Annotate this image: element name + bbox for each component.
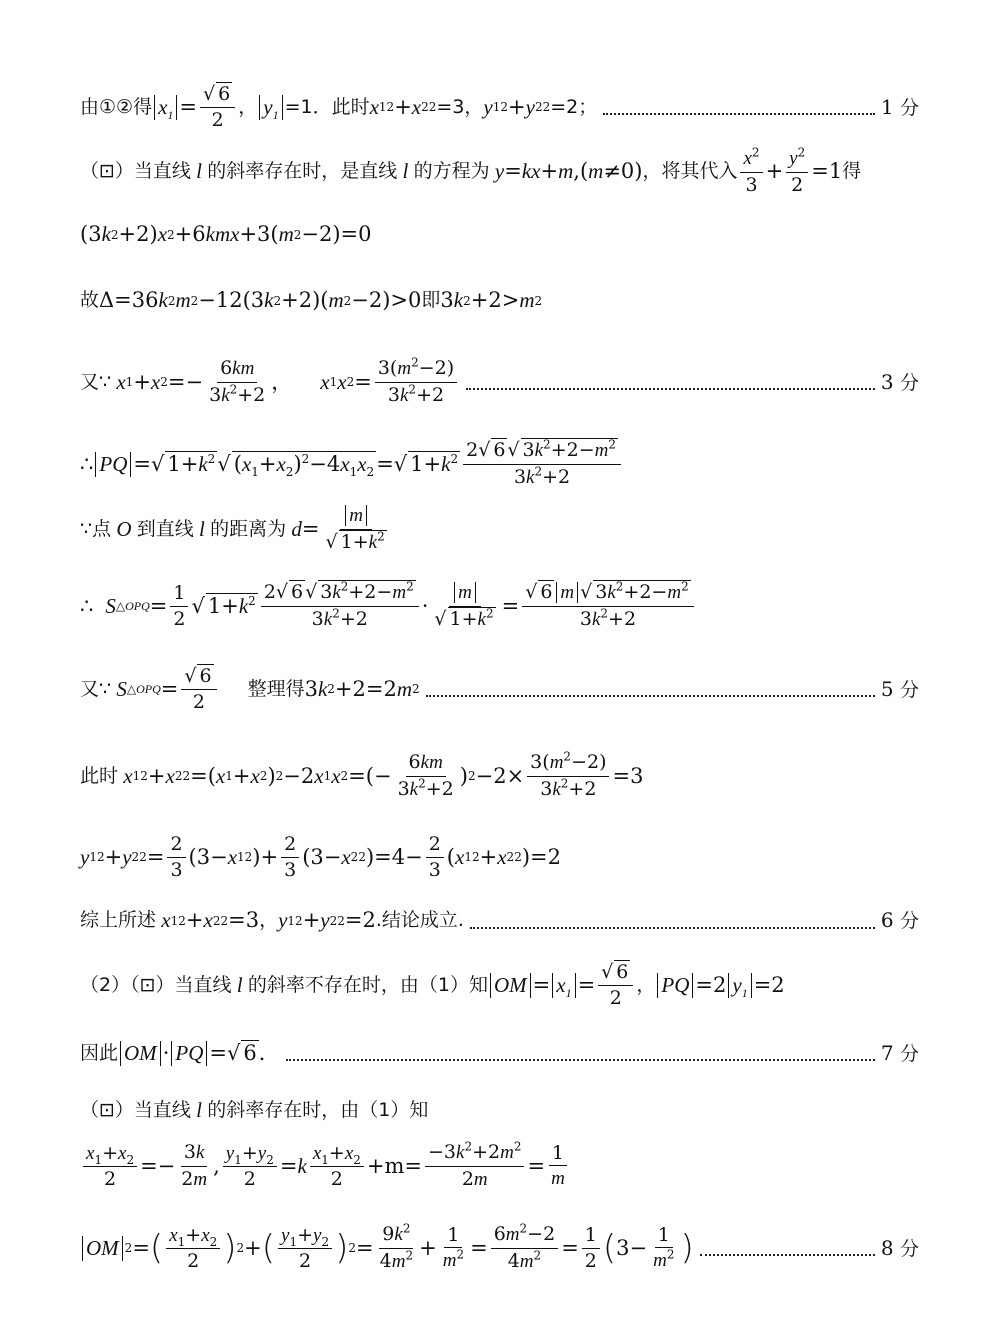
line-8: ∴ S △OPQ = $\frac{1}{2}$ √ $1+k^2$ $\frac{2√ 6 √ 3k^2+2-m^2}{3k^2+2}$ · $\frac{m}{√ 1+k^2}$ = $\frac{√ 6 m √ 3k^2+2-m^2}{3k^2+2}$	[80, 582, 919, 631]
line-15: （⊡）当直线 l 的斜率存在时，由（1）知	[80, 1098, 429, 1122]
score: 5 分	[880, 676, 919, 701]
line-17: OM 2 = ( $\frac{x_1+x_2}{2}$ ) 2 + ( $\frac{y_1+y_2}{2}$ ) 2 = $\frac{9k^2}{4m^2}$ + $\frac{1}{m^2}$ = $\frac{6m^2-2}{4m^2}$ = $\frac{1}{2}$ ( 3− $\frac{1}{m^2}$ ) 8 分	[80, 1224, 919, 1273]
line-10: 此时 x 1 2 + x 2 2 =( x 1 + x 2 ) 2 −2 x 1 x 2 =(− $\frac{6km}{3k^2+2}$ ) 2 −2× $\frac{3(m^2-2)}{3k^2+2}$ =3	[80, 749, 644, 800]
leader-dots	[603, 99, 875, 115]
line-16: $\frac{x_1+x_2}{2}$ =− $\frac{3k}{2m}$ , $\frac{y_1+y_2}{2}$ = k $\frac{x_1+x_2}{2}$ +m= $\frac{-3k^2+2m^2}{2m}$ = $\frac{1}{m}$	[80, 1142, 919, 1191]
score: 8 分	[880, 1235, 919, 1260]
line-12: 综上所述 x 1 2 + x 2 2 =3 ， y 1 2 + y 2 2 =2 .结论成立. 6 分	[80, 908, 919, 933]
line-13: （2）（⊡）当直线 l 的斜率不存在时，由（1）知 OM = $x_1$ = $\frac{√ 6}{2}$ ， PQ =2 $y_1$ =2	[80, 961, 785, 1009]
line-9: 又∵ S △OPQ = $\frac{√ 6}{2}$ 整理得 3 k 2 +2=2 m 2 5 分	[80, 665, 919, 713]
line-4: 故 Δ=36 k 2 m 2 −12(3 k 2 +2)( m 2 −2)>0 即 3 k 2 +2> m 2	[80, 288, 543, 312]
line-11: y 1 2 + y 2 2 = $\frac{2}{3}$ (3− x 1 2 )+ $\frac{2}{3}$ (3− x 2 2 )=4− $\frac{2}{3}$ ( x 1 2 + x 2 2 )=2	[80, 833, 561, 881]
score: 3 分	[880, 369, 919, 394]
line-6: ∴ PQ =√ $1+k^2$ √ $(x_1+x_2)^2-4x_1x_2$ =√ $1+k^2$ $\frac{2√ 6 √ 3k^2+2-m^2}{3k^2+2}$	[80, 440, 919, 489]
line-5: 又∵ x 1 + x 2 =− $\frac{6km}{3k^2+2}$ ， x 1 x 2 = $\frac{3(m^2-2)}{3k^2+2}$ 3 分	[80, 355, 919, 406]
line-7: ∵点 O 到直线 l 的距离为 d = $\frac{m}{√ 1+k^2}$	[80, 505, 385, 553]
text: 由①②得	[80, 95, 153, 118]
score: 1 分	[880, 94, 919, 119]
line-14: 因此 OM · PQ =√ 6 ． 7 分	[80, 1040, 919, 1065]
line-1: 由①②得 $x_1$ = $\frac{√ 6}{2}$ ， $y_1$ =1．此时 x 1 2 + x 2 2 =3， y 1 2 + y 2 2 =2； 1 分	[80, 83, 919, 131]
score: 7 分	[880, 1040, 919, 1065]
score: 6 分	[880, 908, 919, 933]
line-3: (3 k 2 +2) x 2 +6 kmx +3( m 2 −2)=0	[80, 222, 372, 246]
line-2: （⊡）当直线 l 的斜率存在时，是直线 l 的方程为 y = kx + m ,( m ≠0) ，将其代入 $\frac{x^2}{3}$ + $\frac{y^2}{2}$ =1 得	[80, 145, 862, 196]
